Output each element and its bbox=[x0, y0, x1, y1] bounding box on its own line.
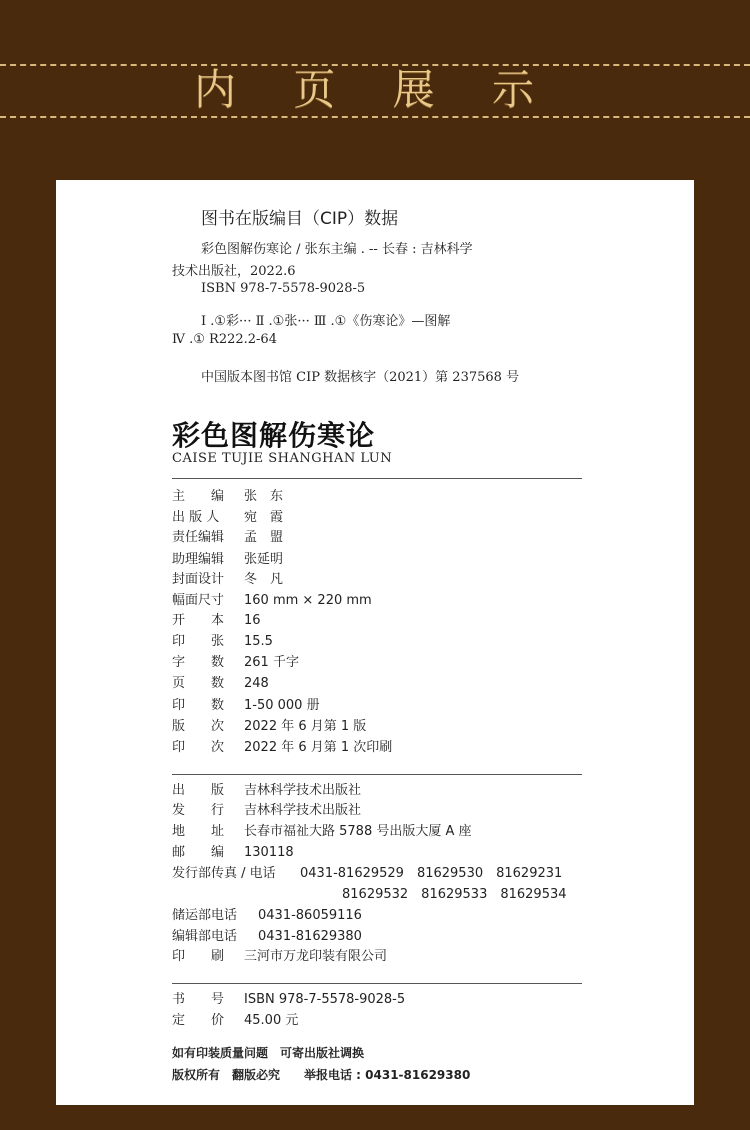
staff-row bbox=[172, 738, 392, 758]
staff-value: 160 mm × 220 mm bbox=[244, 593, 372, 608]
cip-line: Ⅳ .① R222.2-64 bbox=[172, 332, 277, 347]
publisher-value: 三河市万龙印装有限公司 bbox=[244, 949, 388, 964]
cip-line: ISBN 978-7-5578-9028-5 bbox=[201, 281, 366, 296]
staff-row bbox=[172, 591, 372, 611]
staff-value: 261 千字 bbox=[244, 655, 299, 670]
publisher-row bbox=[172, 947, 387, 967]
publisher-value: 81629532 81629533 81629534 bbox=[342, 887, 567, 902]
staff-value: 15.5 bbox=[244, 634, 273, 649]
staff-row bbox=[172, 550, 283, 570]
staff-value: 张延明 bbox=[244, 552, 284, 567]
staff-label: 幅面尺寸 bbox=[172, 593, 225, 608]
book-title-pinyin: CAISE TUJIE SHANGHAN LUN bbox=[172, 451, 393, 466]
publisher-row bbox=[342, 885, 567, 905]
publisher-value: 吉林科学技术出版社 bbox=[244, 783, 362, 798]
divider bbox=[172, 478, 582, 479]
staff-row bbox=[172, 487, 283, 507]
staff-label: 责任编辑 bbox=[172, 530, 225, 545]
publisher-label: 发行部传真 / 电话 bbox=[172, 866, 276, 881]
cip-line: 彩色图解伤寒论 / 张东主编 . -- 长春 : 吉林科学 bbox=[201, 242, 473, 257]
staff-row bbox=[172, 696, 320, 716]
staff-label: 字 数 bbox=[172, 655, 225, 670]
publisher-value: 长春市福祉大路 5788 号出版大厦 A 座 bbox=[244, 824, 472, 839]
price-row bbox=[172, 1011, 298, 1031]
price-value: 45.00 元 bbox=[244, 1013, 299, 1028]
staff-value: 2022 年 6 月第 1 次印刷 bbox=[244, 740, 393, 755]
staff-label: 主 编 bbox=[172, 489, 225, 504]
publisher-label: 编辑部电话 bbox=[172, 929, 238, 944]
cip-line: 中国版本图书馆 CIP 数据核字（2021）第 237568 号 bbox=[201, 370, 520, 385]
publisher-row bbox=[172, 906, 362, 926]
staff-row bbox=[172, 570, 283, 590]
staff-row bbox=[172, 632, 273, 652]
publisher-value: 0431-81629380 bbox=[258, 929, 362, 944]
publisher-row bbox=[172, 864, 562, 884]
staff-row bbox=[172, 653, 299, 673]
publisher-label: 出 版 bbox=[172, 783, 225, 798]
quality-notice: 如有印装质量问题 可寄出版社调换 bbox=[172, 1046, 365, 1060]
divider bbox=[172, 983, 582, 984]
staff-value: 1-50 000 册 bbox=[244, 698, 320, 713]
banner bbox=[0, 0, 750, 180]
book-title: 彩色图解伤寒论 bbox=[172, 419, 376, 452]
staff-value: 248 bbox=[244, 676, 269, 691]
staff-value: 16 bbox=[244, 613, 261, 628]
staff-label: 出 版 人 bbox=[172, 510, 220, 525]
publisher-label: 发 行 bbox=[172, 803, 225, 818]
staff-label: 页 数 bbox=[172, 676, 225, 691]
staff-row bbox=[172, 717, 366, 737]
staff-row bbox=[172, 508, 283, 528]
publisher-label: 邮 编 bbox=[172, 845, 225, 860]
divider bbox=[172, 774, 582, 775]
publisher-row bbox=[172, 927, 362, 947]
staff-label: 助理编辑 bbox=[172, 552, 225, 567]
staff-row bbox=[172, 611, 261, 631]
staff-value: 冬 凡 bbox=[244, 572, 284, 587]
publisher-value: 130118 bbox=[244, 845, 294, 860]
banner-title: 内 页 展 示 bbox=[193, 65, 557, 114]
publisher-row bbox=[172, 781, 361, 801]
staff-label: 开 本 bbox=[172, 613, 225, 628]
publisher-row bbox=[172, 801, 361, 821]
staff-row bbox=[172, 674, 269, 694]
staff-label: 印 次 bbox=[172, 740, 225, 755]
banner-dashed-line-bottom bbox=[0, 116, 750, 118]
publisher-label: 印 刷 bbox=[172, 949, 225, 964]
copyright-notice: 版权所有 翻版必究 举报电话 : 0431-81629380 bbox=[172, 1068, 471, 1082]
publisher-row bbox=[172, 843, 294, 863]
copyright-page bbox=[56, 180, 694, 1105]
isbn-label: 书 号 bbox=[172, 992, 225, 1007]
staff-value: 孟 盟 bbox=[244, 530, 284, 545]
staff-label: 印 数 bbox=[172, 698, 225, 713]
isbn-row bbox=[172, 990, 405, 1010]
publisher-label: 储运部电话 bbox=[172, 908, 238, 923]
cip-heading: 图书在版编目（CIP）数据 bbox=[201, 209, 399, 229]
staff-value: 2022 年 6 月第 1 版 bbox=[244, 719, 367, 734]
cip-line: 技术出版社，2022.6 bbox=[172, 264, 296, 279]
cip-line: Ⅰ .①彩··· Ⅱ .①张··· Ⅲ .①《伤寒论》—图解 bbox=[201, 314, 451, 329]
isbn-value: ISBN 978-7-5578-9028-5 bbox=[244, 992, 406, 1007]
publisher-value: 吉林科学技术出版社 bbox=[244, 803, 362, 818]
publisher-row bbox=[172, 822, 472, 842]
price-label: 定 价 bbox=[172, 1013, 225, 1028]
publisher-label: 地 址 bbox=[172, 824, 225, 839]
staff-row bbox=[172, 528, 283, 548]
staff-label: 印 张 bbox=[172, 634, 225, 649]
staff-value: 宛 霞 bbox=[244, 510, 284, 525]
staff-label: 版 次 bbox=[172, 719, 225, 734]
staff-value: 张 东 bbox=[244, 489, 284, 504]
publisher-value: 0431-86059116 bbox=[258, 908, 362, 923]
publisher-value: 0431-81629529 81629530 81629231 bbox=[300, 866, 563, 881]
staff-label: 封面设计 bbox=[172, 572, 225, 587]
